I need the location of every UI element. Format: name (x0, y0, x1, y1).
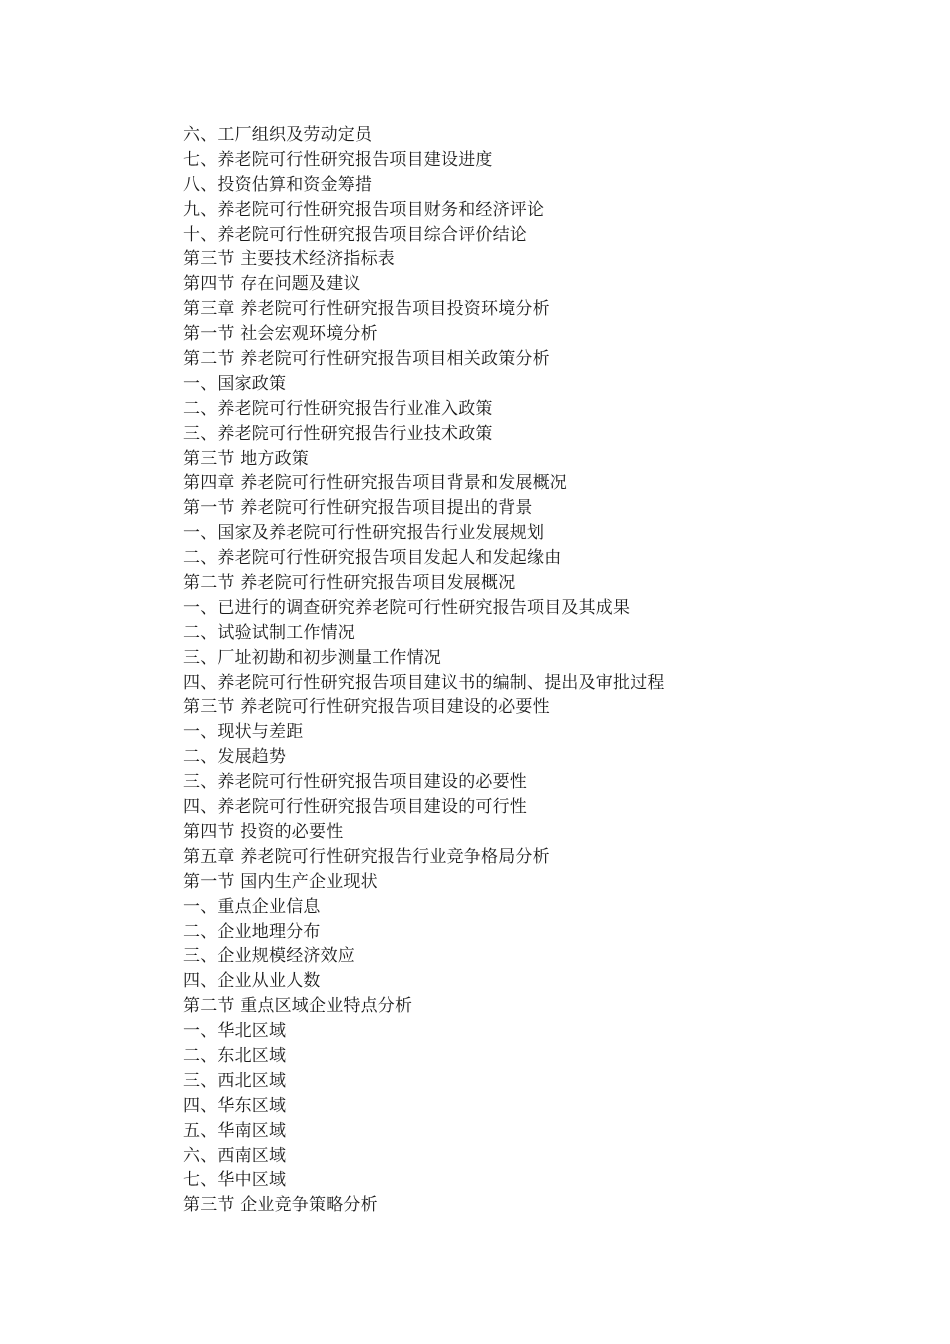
toc-line: 三、养老院可行性研究报告项目建设的必要性 (183, 772, 527, 793)
toc-line: 第三节 主要技术经济指标表 (183, 249, 396, 270)
toc-line: 二、养老院可行性研究报告项目发起人和发起缘由 (183, 548, 562, 569)
table-of-contents (183, 123, 883, 1218)
toc-line: 二、发展趋势 (183, 747, 287, 768)
toc-line: 八、投资估算和资金筹措 (183, 174, 373, 195)
toc-line: 第二节 养老院可行性研究报告项目发展概况 (183, 573, 516, 594)
toc-line: 四、企业从业人数 (183, 971, 321, 992)
toc-line: 一、国家及养老院可行性研究报告行业发展规划 (183, 523, 545, 544)
toc-line: 三、养老院可行性研究报告行业技术政策 (183, 423, 493, 444)
toc-line: 一、现状与差距 (183, 722, 304, 743)
toc-line: 第二节 养老院可行性研究报告项目相关政策分析 (183, 349, 550, 370)
toc-line: 六、工厂组织及劳动定员 (183, 125, 373, 145)
toc-line: 一、已进行的调查研究养老院可行性研究报告项目及其成果 (183, 597, 631, 618)
toc-line: 第三章 养老院可行性研究报告项目投资环境分析 (183, 299, 550, 320)
toc-line: 第一节 养老院可行性研究报告项目提出的背景 (183, 498, 533, 519)
toc-line: 一、国家政策 (183, 373, 287, 394)
toc-line: 第五章 养老院可行性研究报告行业竞争格局分析 (183, 846, 550, 867)
toc-line: 二、企业地理分布 (183, 921, 321, 942)
toc-line: 三、西北区域 (183, 1070, 287, 1091)
toc-line: 九、养老院可行性研究报告项目财务和经济评论 (183, 199, 545, 220)
toc-line: 四、华东区域 (183, 1095, 287, 1116)
toc-line: 二、养老院可行性研究报告行业准入政策 (183, 398, 493, 419)
toc-line: 十、养老院可行性研究报告项目综合评价结论 (183, 224, 527, 245)
toc-line: 四、养老院可行性研究报告项目建设的可行性 (183, 797, 527, 818)
toc-line: 一、重点企业信息 (183, 896, 321, 917)
toc-line: 第三节 企业竞争策略分析 (183, 1195, 378, 1216)
toc-line: 七、养老院可行性研究报告项目建设进度 (183, 149, 493, 170)
toc-line: 一、华北区域 (183, 1021, 287, 1042)
toc-line: 第一节 国内生产企业现状 (183, 871, 378, 892)
toc-line: 三、厂址初勘和初步测量工作情况 (183, 647, 441, 668)
toc-line: 第一节 社会宏观环境分析 (183, 324, 378, 345)
toc-line: 六、西南区域 (183, 1145, 287, 1166)
toc-line: 二、试验试制工作情况 (183, 622, 355, 643)
toc-line: 七、华中区域 (183, 1170, 287, 1191)
toc-line: 三、企业规模经济效应 (183, 946, 355, 967)
toc-line: 二、东北区域 (183, 1045, 287, 1066)
toc-line: 四、养老院可行性研究报告项目建议书的编制、提出及审批过程 (183, 672, 665, 693)
toc-line: 五、华南区域 (183, 1120, 287, 1141)
toc-line: 第四章 养老院可行性研究报告项目背景和发展概况 (183, 473, 568, 494)
toc-line: 第三节 地方政策 (183, 448, 310, 469)
toc-line: 第二节 重点区域企业特点分析 (183, 996, 413, 1017)
toc-line: 第四节 投资的必要性 (183, 821, 344, 842)
toc-line: 第四节 存在问题及建议 (183, 274, 361, 295)
toc-line: 第三节 养老院可行性研究报告项目建设的必要性 (183, 697, 550, 718)
